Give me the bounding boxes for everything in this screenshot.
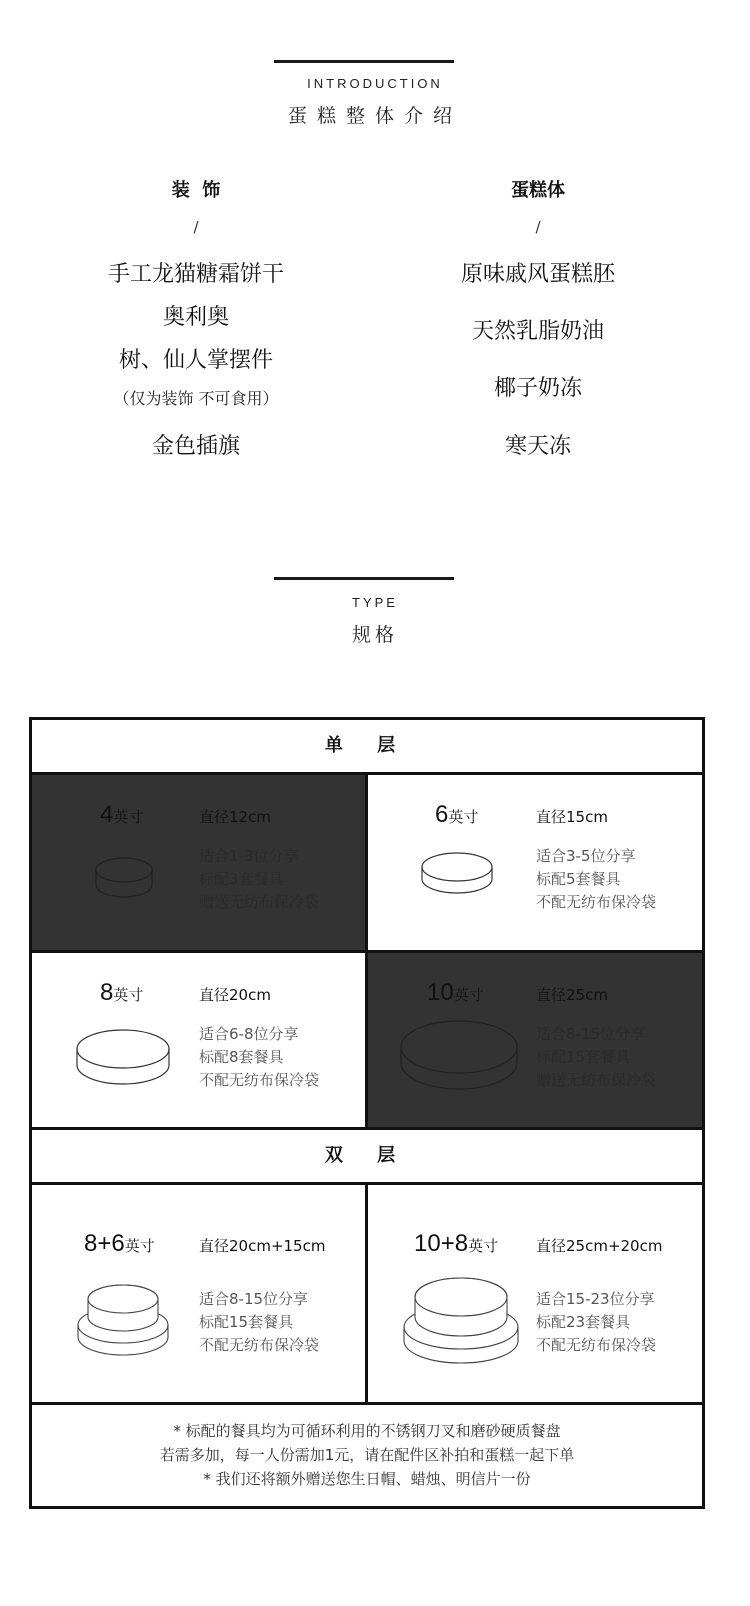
- type-rule: [274, 577, 454, 580]
- single-cake-icon: [75, 1027, 175, 1091]
- double-cake-icon: [75, 1281, 175, 1361]
- cake-body-item: 椰子奶冻: [493, 376, 582, 401]
- cell-desc: 适合3-5位分享 标配5套餐具 不配无纺布保冷袋: [536, 847, 657, 911]
- intro-title-cn: 蛋糕整体介绍: [287, 105, 462, 127]
- spec-cell-8[interactable]: [32, 953, 365, 1127]
- spec-cell-10-8[interactable]: [368, 1185, 702, 1402]
- cell-desc: 适合15-23位分享 标配23套餐具 不配无纺布保冷袋: [536, 1290, 657, 1354]
- cell-desc: 适合8-15位分享 标配15套餐具 不配无纺布保冷袋: [199, 1290, 320, 1354]
- decoration-item: 金色插旗: [151, 434, 240, 459]
- decoration-item: 奥利奥: [162, 305, 229, 330]
- diameter-label: 直径15cm: [536, 808, 608, 826]
- diameter-label: 直径20cm: [199, 986, 271, 1004]
- cell-desc: 适合8-15位分享 标配15套餐具 赠送无纺布保冷袋: [536, 1025, 657, 1089]
- diameter-label: 直径20cm+15cm: [199, 1237, 326, 1255]
- footer-notes: [32, 1405, 702, 1509]
- type-title-cn: 规格: [351, 624, 398, 646]
- size-label: 8英寸: [100, 979, 144, 1006]
- decoration-heading: 装 饰: [171, 180, 221, 201]
- size-label: 10+8英寸: [414, 1230, 499, 1257]
- cell-desc: 适合6-8位分享 标配8套餐具 不配无纺布保冷袋: [199, 1025, 320, 1089]
- single-cake-icon: [92, 855, 162, 905]
- diameter-label: 直径25cm: [536, 986, 608, 1004]
- decoration-item: 树、仙人掌摆件: [118, 348, 273, 373]
- grid-divider: [32, 950, 702, 953]
- cake-body-slash: /: [535, 218, 541, 236]
- double-layer-band: 双 层: [32, 1130, 702, 1185]
- cake-body-item: 寒天冻: [504, 434, 571, 459]
- cake-body-item: 原味戚风蛋糕胚: [460, 262, 615, 287]
- diameter-label: 直径12cm: [199, 808, 271, 826]
- cell-desc: 适合1-3位分享 标配3套餐具 赠送无纺布保冷袋: [199, 847, 320, 911]
- single-cake-icon: [420, 851, 500, 901]
- footer-note: * 标配的餐具均为可循环利用的不锈钢刀叉和磨砂硬质餐盘: [173, 1422, 561, 1440]
- cake-body-heading: 蛋糕体: [511, 180, 565, 201]
- size-label: 10英寸: [427, 979, 484, 1006]
- size-label: 6英寸: [435, 801, 479, 828]
- decoration-note: （仅为装饰 不可食用）: [113, 389, 279, 408]
- spec-cell-10[interactable]: [368, 953, 702, 1127]
- cake-body-item: 天然乳脂奶油: [471, 319, 604, 344]
- footer-note: 若需多加，每一人份需加1元，请在配件区补拍和蛋糕一起下单: [159, 1446, 575, 1464]
- footer-note: * 我们还将额外赠送您生日帽、蜡烛、明信片一份: [203, 1470, 531, 1488]
- size-label: 8+6英寸: [84, 1230, 155, 1257]
- single-cake-icon: [398, 1019, 522, 1099]
- size-label: 4英寸: [100, 801, 144, 828]
- intro-rule: [274, 60, 454, 63]
- spec-cell-6[interactable]: [368, 775, 702, 950]
- double-cake-icon: [401, 1275, 525, 1369]
- spec-table: [29, 717, 705, 1509]
- spec-cell-4[interactable]: [32, 775, 365, 950]
- decoration-slash: /: [193, 218, 199, 236]
- spec-cell-8-6[interactable]: [32, 1185, 365, 1402]
- grid-divider: [365, 1185, 368, 1402]
- decoration-item: 手工龙猫糖霜饼干: [107, 262, 284, 287]
- diameter-label: 直径25cm+20cm: [536, 1237, 663, 1255]
- single-layer-band: 单 层: [32, 720, 702, 775]
- type-title-en: TYPE: [352, 595, 398, 610]
- intro-title-en: INTRODUCTION: [307, 76, 443, 91]
